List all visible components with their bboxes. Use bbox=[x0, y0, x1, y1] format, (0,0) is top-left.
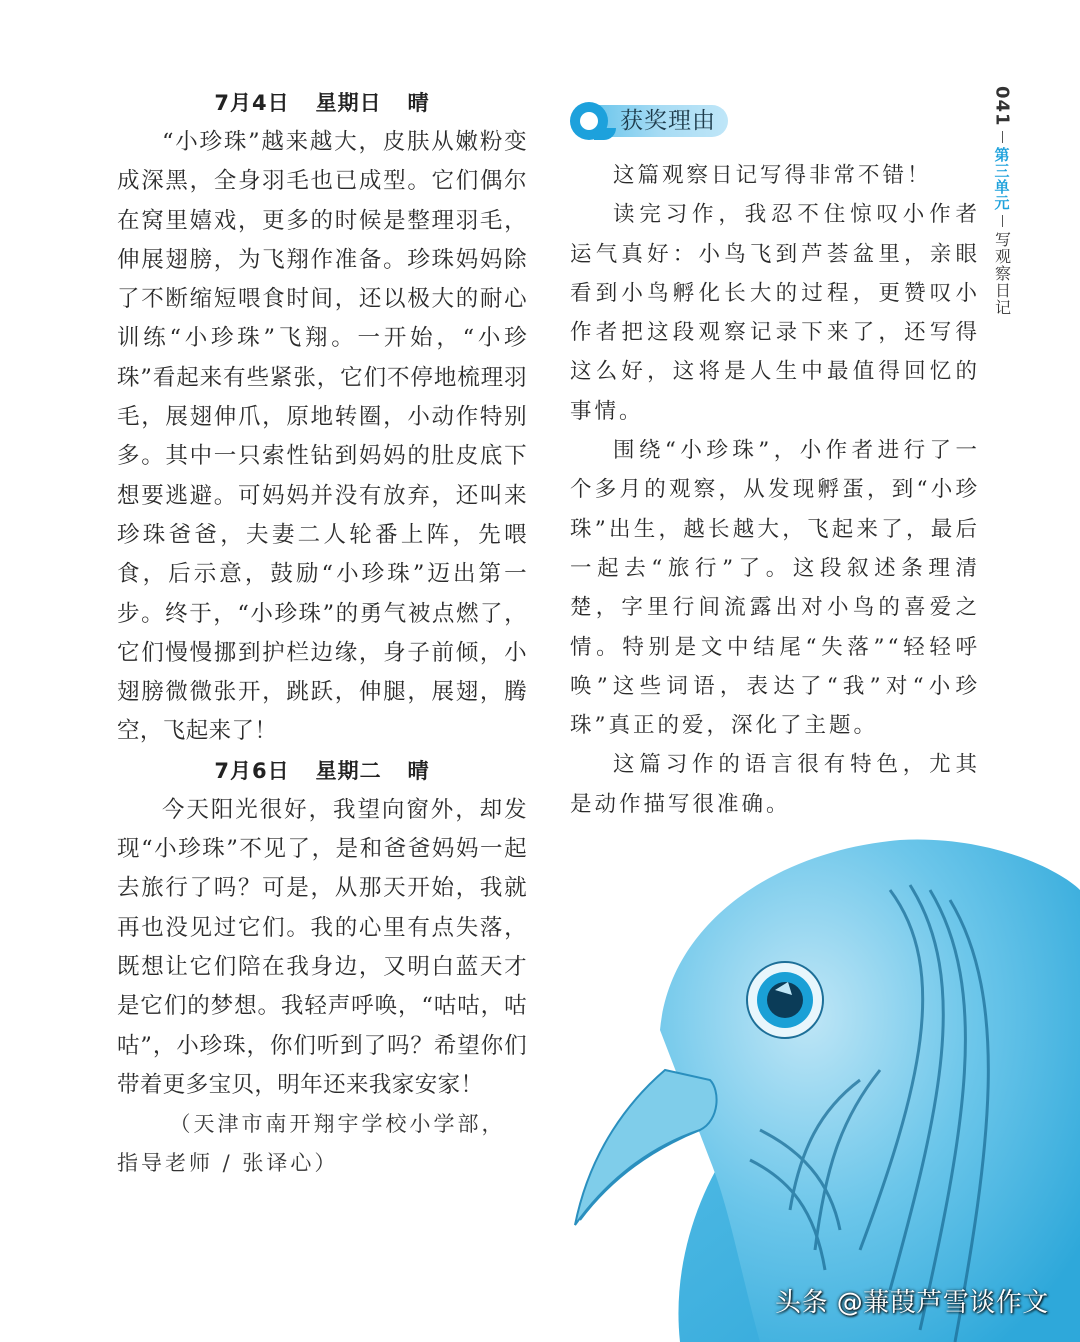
divider bbox=[1002, 215, 1003, 227]
entry1-weekday: 星期日 bbox=[315, 91, 382, 115]
dove-illustration bbox=[560, 830, 1080, 1342]
entry2-weekday: 星期二 bbox=[315, 758, 382, 783]
entry2-date-heading bbox=[117, 752, 527, 791]
source-line-1: （天津市南开翔宇学校小学部， bbox=[169, 1112, 506, 1137]
page-number: 041 bbox=[991, 86, 1013, 127]
search-q-icon bbox=[570, 102, 608, 140]
entry1-body: “小珍珠”越来越大，皮肤从嫩粉变成深黑，全身羽毛也已成型。它们偶尔在窝里嬉戏，更多的时候是整理羽毛，伸展翅膀，为飞翔作准备。珍珠妈妈除了不断缩短喂食时间，还以极大的耐心训练“小珍珠”飞翔。一开始，“小珍珠”看起来有些紧张，它们不停地梳理羽毛，展翅伸爪，原地转圈，小动作特别多。其中一只索性钻到妈妈的肚皮底下想要逃避。可妈妈并没有放弃，还叫来珍珠爸爸，夫妻二人轮番上阵，先喂食，后示意，鼓励“小珍珠”迈出第一步。终于，“小珍珠”的勇气被点燃了，它们慢慢挪到护栏边缘，身子前倾，小翅膀微微张开，跳跃，伸腿，展翅，腾空，飞起来了！ bbox=[117, 129, 527, 745]
reason-paragraph-2: 读完习作，我忍不住惊叹小作者运气真好：小鸟飞到芦荟盆里，亲眼看到小鸟孵化长大的过程，更赞叹小作者把这段观察记录下来了，还写得这么好，这将是人生中最值得回忆的事情。 bbox=[570, 202, 980, 424]
entry2-weather: 晴 bbox=[407, 758, 430, 783]
entry2-body: 今天阳光很好，我望向窗外，却发现“小珍珠”不见了，是和爸爸妈妈一起去旅行了吗？可是，从那天开始，我就再也没见过它们。我的心里有点失落，既想让它们陪在我身边，又明白蓝天才是它们的梦想。我轻声呼唤，“咕咕，咕咕”，小珍珠，你们听到了吗？希望你们带着更多宝贝，明年还来我家安家！ bbox=[117, 796, 527, 1098]
watermark: 头条 @蒹葭芦雪谈作文 bbox=[775, 1288, 1049, 1318]
reason-paragraph-4: 这篇习作的语言很有特色，尤其是动作描写很准确。 bbox=[570, 752, 980, 817]
side-running-header bbox=[989, 86, 1015, 316]
entry1-weather: 晴 bbox=[407, 91, 430, 115]
divider bbox=[1002, 131, 1003, 143]
unit-label: 第三单元 bbox=[992, 146, 1011, 211]
entry1-date: 7月4日 bbox=[214, 91, 290, 115]
reason-paragraph-1: 这篇观察日记写得非常不错！ bbox=[613, 163, 932, 188]
award-reason-column bbox=[570, 100, 980, 824]
topic-label: 写观察日记 bbox=[992, 230, 1012, 316]
award-reason-badge bbox=[570, 100, 728, 140]
entry1-date-heading bbox=[117, 84, 527, 123]
diary-column bbox=[117, 84, 527, 1184]
badge-label: 获奖理由 bbox=[620, 108, 716, 134]
source-line-2: 指导老师 / 张译心） bbox=[117, 1151, 339, 1176]
entry2-date: 7月6日 bbox=[214, 758, 290, 783]
reason-paragraph-3: 围绕“小珍珠”，小作者进行了一个多月的观察，从发现孵蛋，到“小珍珠”出生，越长越大，飞起来了，最后一起去“旅行”了。这段叙述条理清楚，字里行间流露出对小鸟的喜爱之情。特别是文中结尾“失落”“轻轻呼唤”这些词语，表达了“我”对“小珍珠”真正的爱，深化了主题。 bbox=[570, 438, 980, 739]
